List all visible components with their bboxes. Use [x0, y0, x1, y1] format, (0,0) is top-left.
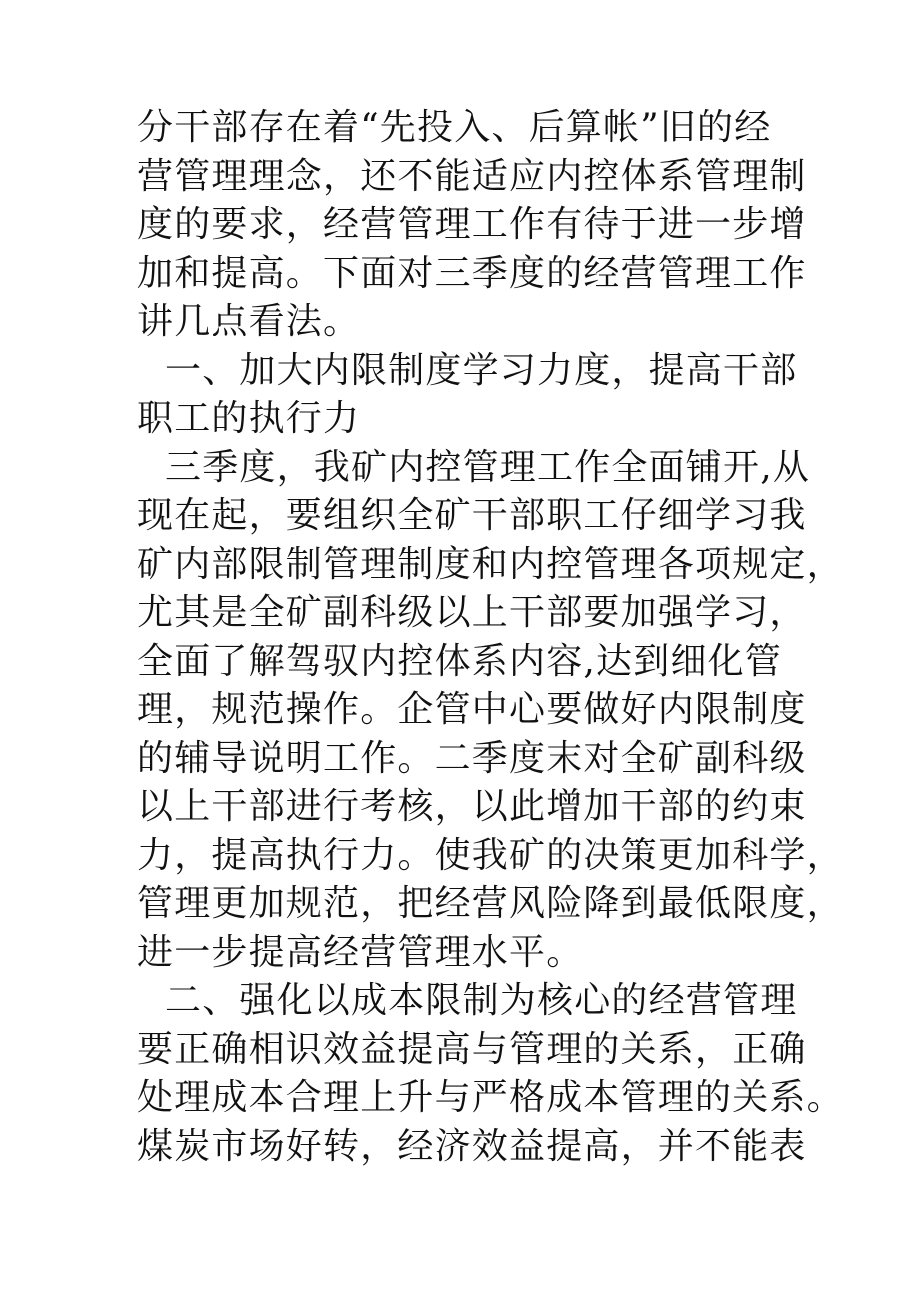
text-line: 营管理理念，还不能适应内控体系管理制 [137, 155, 807, 197]
text-line: 讲几点看法。 [137, 301, 361, 342]
text-line: 理，规范操作。企管中心要做好内限制度 [137, 689, 807, 730]
text-line: 要正确相识效益提高与管理的关系，正确 [137, 1028, 807, 1070]
text-line: 度的要求，经营管理工作有待于进一步增 [137, 204, 807, 245]
text-line: 以上干部进行考核，以此增加干部的约束 [137, 786, 807, 827]
text-line: 三季度，我矿内控管理工作全面铺开,从 [165, 446, 811, 488]
text-line: 加和提高。下面对三季度的经营管理工作 [137, 252, 807, 294]
text-line: 尤其是全矿副科级以上干部要加强学习， [137, 592, 807, 633]
text-line: 处理成本合理上升与严格成本管理的关系。 [137, 1077, 844, 1118]
text-line: 分干部存在着“先投入、后算帐”旧的经 [137, 107, 772, 148]
text-line: 管理更加规范，把经营风险降到最低限度， [137, 883, 844, 924]
text-line: 全面了解驾驭内控体系内容,达到细化管 [137, 640, 783, 682]
body-text [137, 104, 844, 1171]
section-heading: 二、强化以成本限制为核心的经营管理 [165, 980, 798, 1021]
text-line: 力，提高执行力。使我矿的决策更加科学， [137, 834, 844, 876]
text-line: 煤炭市场好转，经济效益提高，并不能表 [137, 1125, 807, 1167]
text-line: 的辅导说明工作。二季度末对全矿副科级 [137, 737, 807, 779]
section-heading: 一、加大内限制度学习力度，提高干部 [165, 349, 798, 391]
text-line: 现在起，要组织全矿干部职工仔细学习我 [137, 495, 807, 536]
text-line: 矿内部限制管理制度和内控管理各项规定， [137, 543, 844, 585]
section-heading-continued: 职工的执行力 [137, 398, 361, 439]
text-line: 进一步提高经营管理水平。 [137, 931, 584, 973]
